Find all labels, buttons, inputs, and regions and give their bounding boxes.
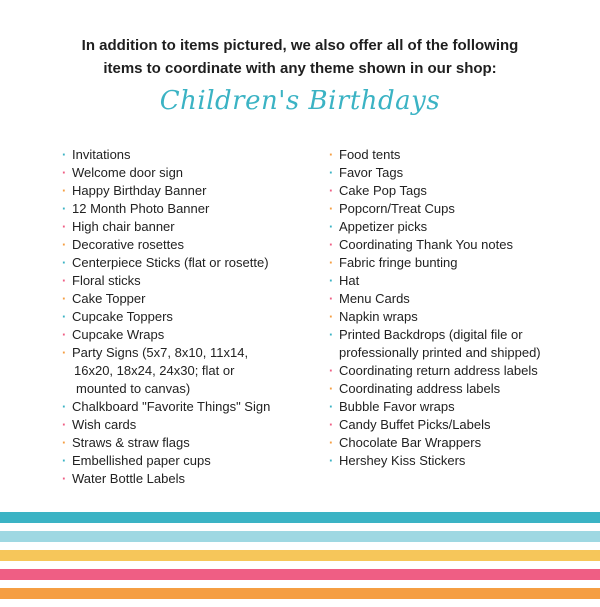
- bullet-icon: ·: [62, 345, 67, 360]
- list-item: · Candy Buffet Picks/Labels: [329, 417, 491, 432]
- list-item: · Coordinating return address labels: [329, 363, 538, 378]
- bullet-icon: ·: [62, 399, 67, 414]
- stripe-teal: [0, 512, 600, 523]
- list-item: · 12 Month Photo Banner: [62, 201, 210, 216]
- bullet-icon: ·: [329, 219, 334, 234]
- bullet-icon: ·: [62, 471, 67, 486]
- bullet-icon: ·: [62, 201, 67, 216]
- bullet-icon: ·: [329, 399, 334, 414]
- bullet-icon: ·: [62, 219, 67, 234]
- list-item: · Straws & straw flags: [62, 435, 190, 450]
- list-item: · Bubble Favor wraps: [329, 399, 455, 414]
- bullet-icon: ·: [62, 165, 67, 180]
- bullet-icon: ·: [62, 327, 67, 342]
- bullet-icon: ·: [62, 237, 67, 252]
- list-item: · Cupcake Toppers: [62, 309, 173, 324]
- bullet-icon: ·: [329, 273, 334, 288]
- list-item: · Wish cards: [62, 417, 137, 432]
- bullet-icon: ·: [329, 309, 334, 324]
- list-item: · Coordinating Thank You notes: [329, 237, 513, 252]
- list-item: · Floral sticks: [62, 273, 141, 288]
- list-item: · Appetizer picks: [329, 219, 428, 234]
- list-item: · Embellished paper cups: [62, 453, 211, 468]
- list-item: · Invitations: [62, 147, 131, 162]
- stripe-light-teal: [0, 531, 600, 542]
- bullet-icon: ·: [62, 291, 67, 306]
- list-item: · Decorative rosettes: [62, 237, 184, 252]
- list-item-continuation: mounted to canvas): [76, 381, 191, 396]
- list-item: · Cake Pop Tags: [329, 183, 427, 198]
- intro-line-1: In addition to items pictured, we also offer all of the following: [81, 37, 519, 54]
- intro-text: [0, 34, 600, 80]
- list-item: · Water Bottle Labels: [62, 471, 185, 486]
- bullet-icon: ·: [329, 327, 334, 342]
- bullet-icon: ·: [62, 435, 67, 450]
- list-item: · Cupcake Wraps: [62, 327, 165, 342]
- list-item: · Welcome door sign: [62, 165, 184, 180]
- bullet-icon: ·: [62, 147, 67, 162]
- bullet-icon: ·: [62, 453, 67, 468]
- bullet-icon: ·: [329, 417, 334, 432]
- page-title: Children's Birthdays: [159, 86, 441, 116]
- stripe-yellow: [0, 550, 600, 561]
- bullet-icon: ·: [329, 237, 334, 252]
- list-item: · Cake Topper: [62, 291, 146, 306]
- bullet-icon: ·: [329, 363, 334, 378]
- list-item: · Centerpiece Sticks (flat or rosette): [62, 255, 269, 270]
- bullet-icon: ·: [329, 183, 334, 198]
- list-item: · High chair banner: [62, 219, 175, 234]
- list-item: · Hat: [329, 273, 360, 288]
- list-item: · Party Signs (5x7, 8x10, 11x14, 16x20, 18x24, 24x30; flat or mounted to canvas): [62, 344, 307, 398]
- stripe-orange: [0, 588, 600, 599]
- bullet-icon: ·: [329, 255, 334, 270]
- list-item-continuation: professionally printed and shipped): [339, 345, 541, 360]
- right-item-list: [329, 146, 569, 470]
- list-item: · Favor Tags: [329, 165, 404, 180]
- left-item-list: [62, 146, 307, 488]
- stripe-pink: [0, 569, 600, 580]
- bullet-icon: ·: [62, 255, 67, 270]
- bullet-icon: ·: [329, 291, 334, 306]
- list-item: · Chalkboard "Favorite Things" Sign: [62, 399, 271, 414]
- bullet-icon: ·: [62, 309, 67, 324]
- list-item: · Printed Backdrops (digital file or professionally printed and shipped): [329, 326, 569, 362]
- bullet-icon: ·: [329, 165, 334, 180]
- list-item-continuation: 16x20, 18x24, 24x30; flat or: [74, 363, 235, 378]
- bullet-icon: ·: [329, 435, 334, 450]
- bullet-icon: ·: [62, 273, 67, 288]
- decorative-stripes: [0, 512, 600, 607]
- list-item: · Napkin wraps: [329, 309, 418, 324]
- list-item: · Chocolate Bar Wrappers: [329, 435, 482, 450]
- bullet-icon: ·: [329, 453, 334, 468]
- list-item: · Happy Birthday Banner: [62, 183, 207, 198]
- list-item: · Food tents: [329, 147, 401, 162]
- bullet-icon: ·: [62, 417, 67, 432]
- intro-line-2: items to coordinate with any theme shown in our shop:: [103, 60, 497, 77]
- bullet-icon: ·: [62, 183, 67, 198]
- list-item: · Fabric fringe bunting: [329, 255, 458, 270]
- bullet-icon: ·: [329, 147, 334, 162]
- list-item: · Hershey Kiss Stickers: [329, 453, 466, 468]
- bullet-icon: ·: [329, 381, 334, 396]
- list-item: · Coordinating address labels: [329, 381, 501, 396]
- list-item: · Popcorn/Treat Cups: [329, 201, 455, 216]
- list-item: · Menu Cards: [329, 291, 410, 306]
- bullet-icon: ·: [329, 201, 334, 216]
